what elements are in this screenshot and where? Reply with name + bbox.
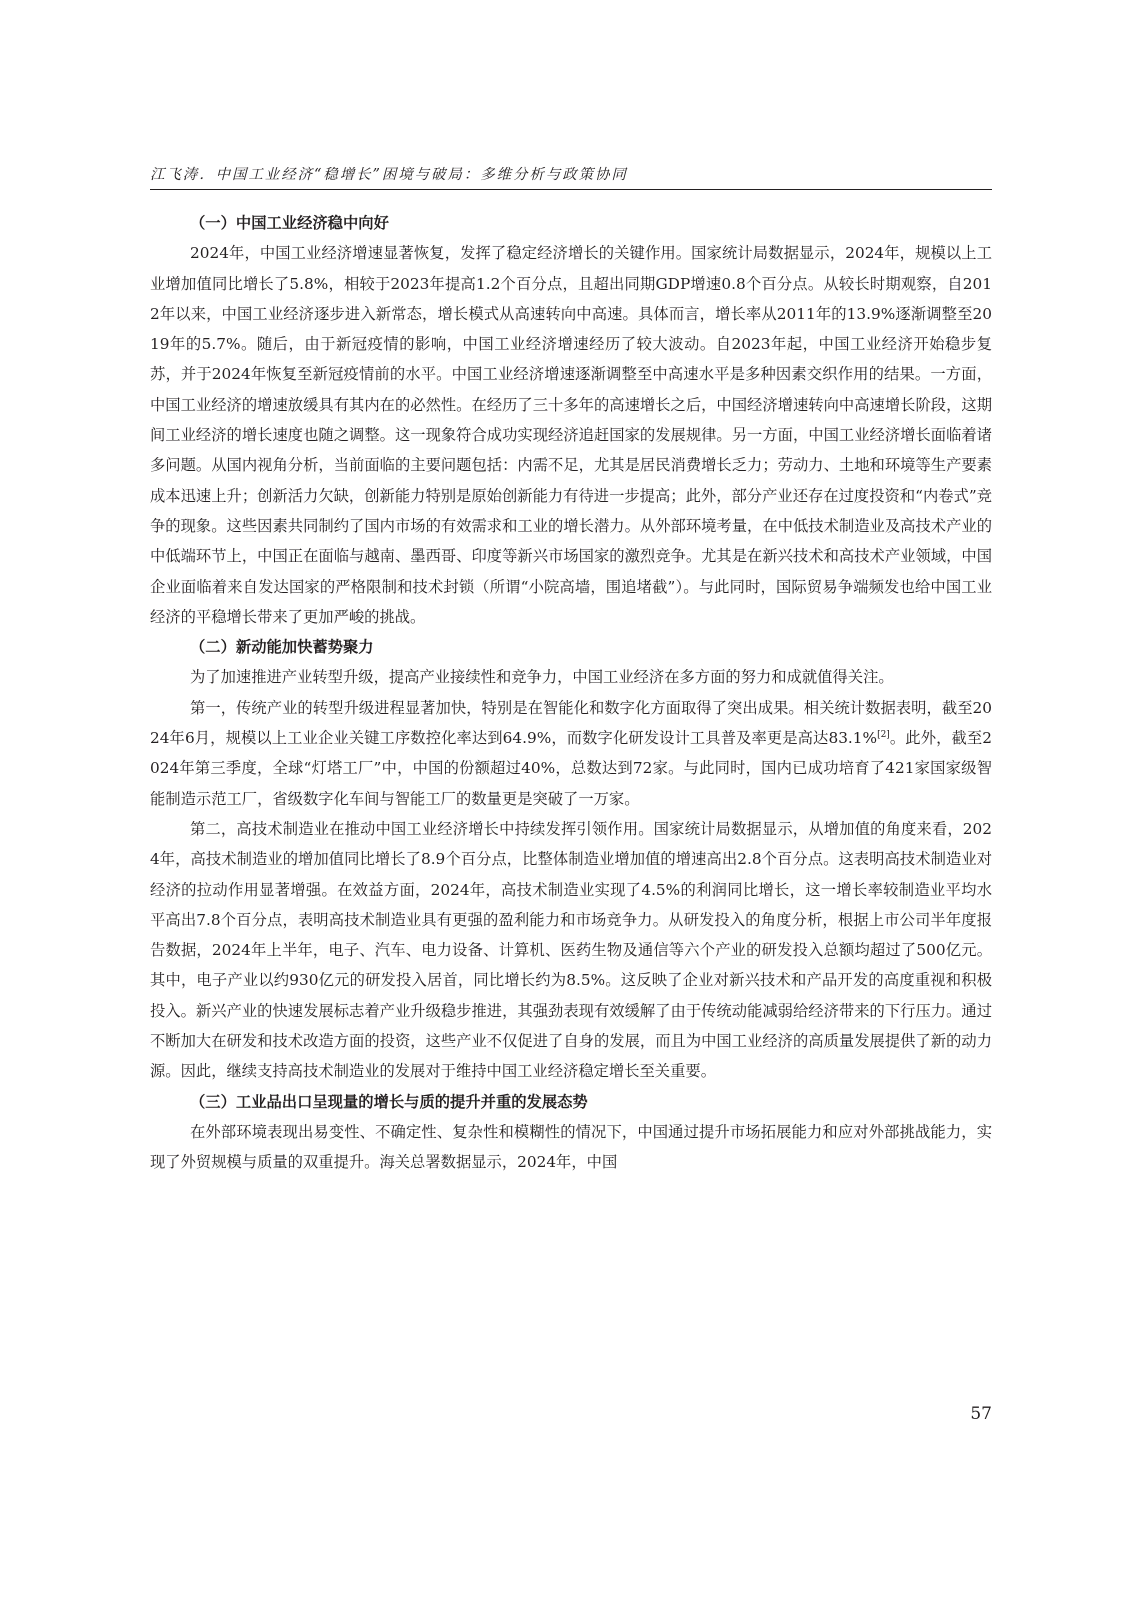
- paragraph: 为了加速推进产业转型升级，提高产业接续性和竞争力，中国工业经济在多方面的努力和成就值得关注。: [190, 668, 894, 687]
- article-body: [150, 208, 992, 1178]
- section-heading-1: （一）中国工业经济稳中向好: [190, 214, 389, 232]
- paragraph-text: 第一，传统产业的转型升级进程显著加快，特别是在智能化和数字化方面取得了突出成果。相关统计数据表明，截至2024年6月，规模以上工业企业关键工序数控化率达到64.9%，而数字化研发设计工具普及率更是高达83.1%: [150, 698, 992, 748]
- header-rule: [150, 189, 992, 190]
- running-header: 江飞涛．中国工业经济“稳增长”困境与破局：多维分析与政策协同: [150, 167, 628, 183]
- paragraph: 第二，高技术制造业在推动中国工业经济增长中持续发挥引领作用。国家统计局数据显示，从增加值的角度来看，2024年，高技术制造业的增加值同比增长了8.9个百分点，比整体制造业增加值的增速高出2.8个百分点。这表明高技术制造业对经济的拉动作用显著增强。在效益方面，2024年，高技术制造业实现了4.5%的利润同比增长，这一增长率较制造业平均水平高出7.8个百分点，表明高技术制造业具有更强的盈利能力和市场竞争力。从研发投入的角度分析，根据上市公司半年度报告数据，2024年上半年，电子、汽车、电力设备、计算机、医药生物及通信等六个产业的研发投入总额均超过了500亿元。其中，电子产业以约930亿元的研发投入居首，同比增长约为8.5%。这反映了企业对新兴技术和产品开发的高度重视和积极投入。新兴产业的快速发展标志着产业升级稳步推进，其强劲表现有效缓解了由于传统动能减弱给经济带来的下行压力。通过不断加大在研发和技术改造方面的投资，这些产业不仅促进了自身的发展，而且为中国工业经济的高质量发展提供了新的动力源。因此，继续支持高技术制造业的发展对于维持中国工业经济稳定增长至关重要。: [150, 819, 992, 1081]
- paragraph-text: 。此外，截至2024年第三季度，全球“灯塔工厂”中，中国的份额超过40%，总数达到72家。与此同时，国内已成功培育了421家国家级智能制造示范工厂，省级数字化车间与智能工厂的数量更是突破了一万家。: [150, 729, 993, 808]
- section-heading-2: （二）新动能加快蓄势聚力: [190, 638, 374, 657]
- citation-marker: [2]: [877, 729, 890, 740]
- paragraph-with-citation: [150, 693, 992, 814]
- paragraph: 2024年，中国工业经济增速显著恢复，发挥了稳定经济增长的关键作用。国家统计局数据显示，2024年，规模以上工业增加值同比增长了5.8%，相较于2023年提高1.2个百分点，且超出同期GDP增速0.8个百分点。从较长时期观察，自2012年以来，中国工业经济逐步进入新常态，增长模式从高速转向中高速。具体而言，增长率从2011年的13.9%逐渐调整至2019年的5.7%。随后，由于新冠疫情的影响，中国工业经济增速经历了较大波动。自2023年起，中国工业经济开始稳步复苏，并于2024年恢复至新冠疫情前的水平。中国工业经济增速逐渐调整至中高速水平是多种因素交织作用的结果。一方面，中国工业经济的增速放缓具有其内在的必然性。在经历了三十多年的高速增长之后，中国经济增速转向中高速增长阶段，这期间工业经济的增长速度也随之调整。这一现象符合成功实现经济追赶国家的发展规律。另一方面，中国工业经济增长面临着诸多问题。从国内视角分析，当前面临的主要问题包括：内需不足，尤其是居民消费增长乏力；劳动力、土地和环境等生产要素成本迅速上升；创新活力欠缺，创新能力特别是原始创新能力有待进一步提高；此外，部分产业还存在过度投资和“内卷式”竞争的现象。这些因素共同制约了国内市场的有效需求和工业的增长潜力。从外部环境考量，在中低技术制造业及高技术产业的中低端环节上，中国正在面临与越南、墨西哥、印度等新兴市场国家的激烈竞争。尤其是在新兴技术和高技术产业领域，中国企业面临着来自发达国家的严格限制和技术封锁（所谓“小院高墙，围追堵截”）。与此同时，国际贸易争端频发也给中国工业经济的平稳增长带来了更加严峻的挑战。: [150, 244, 993, 626]
- section-heading-3: （三）工业品出口呈现量的增长与质的提升并重的发展态势: [190, 1092, 588, 1111]
- page-number: 57: [970, 1404, 992, 1424]
- paragraph: 在外部环境表现出易变性、不确定性、复杂性和模糊性的情况下，中国通过提升市场拓展能力和应对外部挑战能力，实现了外贸规模与质量的双重提升。海关总署数据显示，2024年，中国: [150, 1122, 992, 1172]
